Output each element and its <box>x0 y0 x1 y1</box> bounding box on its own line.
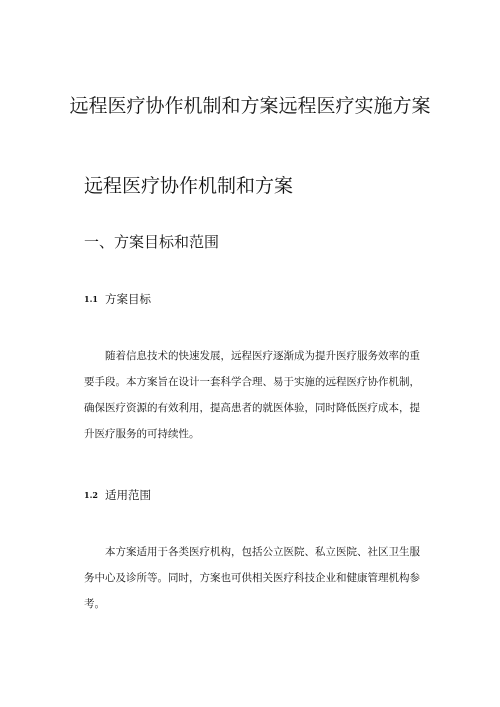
document-title: 远程医疗协作机制和方案远程医疗实施方案 <box>69 95 431 117</box>
section-heading: 一、方案目标和范围 <box>84 233 220 251</box>
subsection-title: 适用范围 <box>105 488 151 502</box>
subsection-heading-scope <box>84 487 151 503</box>
document-subtitle: 远程医疗协作机制和方案 <box>84 175 294 197</box>
subsection-number: 1.2 <box>84 490 98 500</box>
subsection-number: 1.1 <box>84 294 98 304</box>
subsection-title: 方案目标 <box>105 292 151 306</box>
scope-paragraph: 本方案适用于各类医疗机构，包括公立医院、私立医院、社区卫生服务中心及诊所等。同时，方案也可供相关医疗科技企业和健康管理机构参考。 <box>84 546 420 610</box>
goal-paragraph: 随着信息技术的快速发展，远程医疗逐渐成为提升医疗服务效率的重要手段。本方案旨在设计一套科学合理、易于实施的远程医疗协作机制，确保医疗资源的有效利用，提高患者的就医体验，同时降低医疗成本，提升医疗服务的可持续性。 <box>84 350 420 440</box>
subsection-heading-goal <box>84 291 151 307</box>
